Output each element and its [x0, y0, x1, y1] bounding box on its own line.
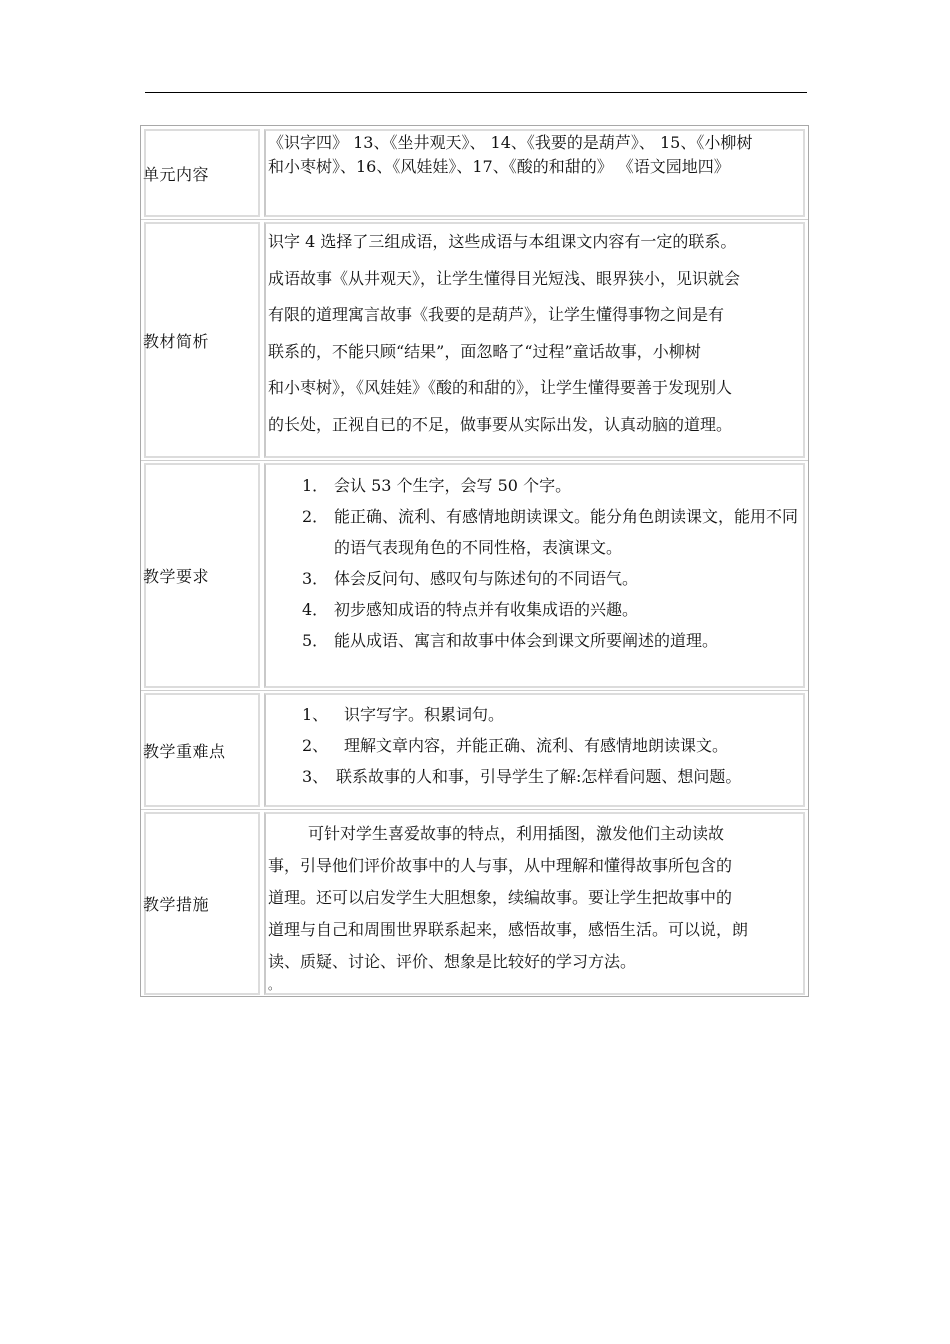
text-line: 可针对学生喜爱故事的特点，利用插图，激发他们主动读故 — [308, 824, 725, 843]
label-unit-content: 单元内容 — [143, 164, 210, 184]
list-item — [268, 470, 803, 501]
text-line: 成语故事《从井观天》，让学生懂得目光短浅、眼界狭小，见识就会 — [268, 268, 741, 288]
list-item — [268, 625, 803, 656]
label-key-difficulties: 教学重难点 — [143, 741, 226, 761]
text-line: 和小枣树》、16、《风娃娃》、17、《酸的和甜的》 《语文园地四》 — [268, 157, 730, 176]
row-teaching-measures — [141, 809, 808, 996]
item-number: 3． — [302, 569, 329, 588]
row-label — [144, 812, 260, 995]
list-item — [268, 563, 803, 594]
header-rule — [145, 92, 807, 93]
row-label — [144, 129, 260, 217]
text-line: 和小枣树》，《风娃娃》《酸的和甜的》，让学生懂得要善于发现别人 — [268, 378, 733, 397]
item-number: 2、 — [302, 736, 329, 755]
unit-plan-table — [140, 125, 809, 997]
list-item — [268, 761, 803, 792]
item-text: 联系故事的人和事，引导学生了解:怎样看问题、想问题。 — [336, 767, 742, 786]
list-item — [268, 501, 803, 563]
list-item — [268, 699, 803, 730]
item-text: 能正确、流利、有感情地朗读课文。能分角色朗读课文，能用不同的语气表现角色的不同性格，表演课文。 — [334, 507, 799, 557]
row-key-difficulties — [141, 690, 808, 808]
label-teaching-requirements: 教学要求 — [143, 567, 210, 586]
item-text: 会认 53 个生字，会写 50 个字。 — [334, 476, 572, 495]
text-line: 的长处，正视自已的不足，做事要从实际出发，认真动脑的道理。 — [268, 414, 733, 434]
row-unit-content — [141, 126, 808, 218]
label-teaching-measures: 教学措施 — [143, 895, 210, 914]
text-line: 识字 4 选择了三组成语，这些成语与本组课文内容有一定的联系。 — [268, 232, 737, 251]
text-line: 有限的道理寓言故事《我要的是葫芦》，让学生懂得事物之间是有 — [268, 305, 725, 324]
row-label — [144, 463, 260, 688]
text-line: 道理与自己和周围世界联系起来，感悟故事，感悟生活。可以说，朗 — [268, 920, 749, 939]
item-text: 能从成语、寓言和故事中体会到课文所要阐述的道理。 — [334, 631, 719, 650]
difficulties-list — [268, 699, 803, 792]
text-line: 联系的，不能只顾“结果”，面忽略了“过程”童话故事，小柳树 — [268, 341, 701, 361]
text-line: 道理。还可以启发学生大胆想象，续编故事。要让学生把故事中的 — [268, 888, 733, 907]
list-item — [268, 730, 803, 761]
item-text: 初步感知成语的特点并有收集成语的兴趣。 — [334, 600, 639, 619]
item-number: 5． — [302, 631, 329, 650]
row-content — [264, 222, 805, 458]
row-label — [144, 693, 260, 807]
row-content — [264, 463, 805, 688]
item-text: 理解文章内容，并能正确、流利、有感情地朗读课文。 — [344, 736, 729, 755]
row-material-analysis — [141, 219, 808, 459]
item-number: 2． — [302, 507, 329, 526]
row-content — [264, 812, 805, 995]
row-content — [264, 693, 805, 807]
text-line: 事，引导他们评价故事中的人与事，从中理解和懂得故事所包含的 — [268, 856, 733, 875]
text-line: 。 — [268, 978, 281, 992]
text-line: 《识字四》 13、《坐井观天》、 14、《我要的是葫芦》、 15、《小柳树 — [268, 133, 753, 152]
row-teaching-requirements — [141, 460, 808, 689]
list-item — [268, 594, 803, 625]
text-line: 读、质疑、讨论、评价、想象是比较好的学习方法。 — [268, 952, 637, 971]
requirements-list — [268, 470, 803, 656]
item-number: 3、 — [302, 767, 329, 786]
item-text: 体会反问句、感叹句与陈述句的不同语气。 — [334, 569, 639, 588]
item-number: 1、 — [302, 705, 329, 724]
item-text: 识字写字。积累词句。 — [344, 705, 505, 724]
item-number: 1． — [302, 476, 329, 495]
row-content — [264, 129, 805, 217]
row-label — [144, 222, 260, 458]
item-number: 4． — [302, 600, 329, 619]
label-material-analysis: 教材简析 — [143, 331, 210, 351]
